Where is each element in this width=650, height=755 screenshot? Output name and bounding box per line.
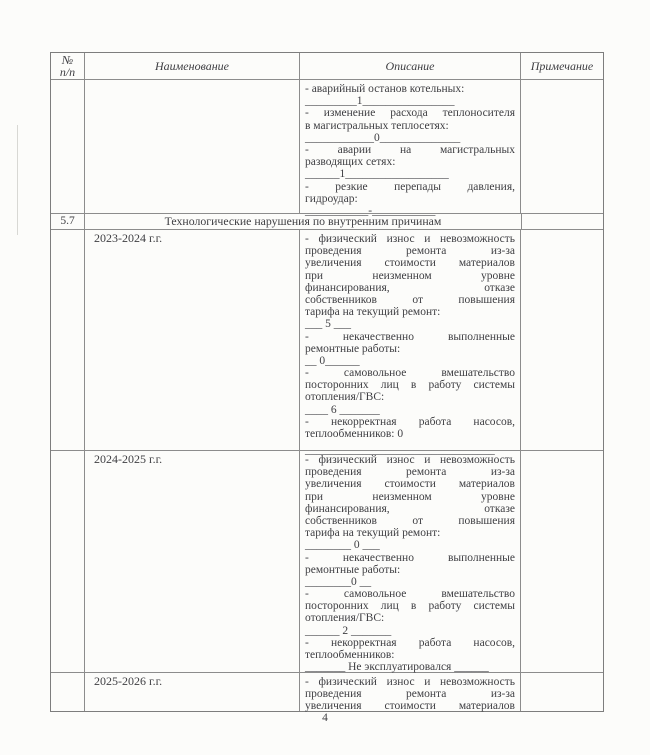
text-line: тарифа на текущий ремонт: (305, 527, 441, 540)
text-line: - самовольное вмешательство (305, 588, 515, 601)
header-cell-description (299, 53, 520, 79)
text-line: ______1__________________ (305, 168, 449, 181)
text-line: увеличения стоимости материалов (305, 700, 515, 713)
text-line: собственников от повышения (305, 293, 515, 306)
description-cell (299, 230, 520, 457)
page-number: 4 (322, 712, 328, 724)
header-cell-name (84, 53, 299, 79)
text-line: посторонних лиц в работу системы (305, 600, 515, 613)
num-cell-empty (51, 80, 84, 213)
text-line: ___________-___________ (305, 204, 436, 217)
description-cell (299, 451, 520, 672)
description-cell (299, 673, 520, 711)
text-line: увеличения стоимости материалов (305, 257, 515, 270)
header-cell-npp (51, 53, 84, 79)
num-cell-empty (51, 230, 84, 450)
note-cell-empty (521, 214, 603, 229)
note-cell-empty (520, 673, 603, 711)
text-line: теплообменников: 0 (305, 428, 404, 440)
num-cell-empty (51, 451, 84, 672)
text-line: тарифа на текущий ремонт: (305, 306, 441, 319)
period-label: 2023-2024 г.г. (84, 230, 299, 450)
header-cell-note (520, 53, 603, 79)
text-line: в магистральных теплосетях: (305, 119, 449, 132)
text-line: ____________0______________ (305, 131, 461, 144)
header-note-label: Примечание (530, 58, 594, 73)
text-line: - самовольное вмешательство (305, 367, 515, 380)
text-line: ________0 __ (305, 575, 372, 588)
table-row-2024-2025 (51, 450, 603, 672)
text-line: ______ 2 _______ (305, 624, 392, 637)
header-name-label: Наименование (154, 58, 229, 73)
text-line: посторонних лиц в работу системы (305, 379, 515, 392)
text-line: собственников от повышения (305, 514, 515, 527)
section-title: Технологические нарушения по внутренним причинам (84, 214, 521, 229)
text-line: финансирования, отказе (305, 281, 515, 294)
text-line: гидроудар: (305, 192, 358, 205)
text-line: - некачественно выполненные (305, 551, 515, 564)
description-cell (299, 80, 520, 217)
num-cell-empty (51, 673, 84, 711)
text-line: _________1________________ (305, 95, 455, 108)
text-line: _________________________________ (305, 444, 495, 457)
table-row-2023-2024 (51, 229, 603, 457)
scan-edge-artifact (17, 125, 18, 235)
period-label: 2024-2025 г.г. (84, 451, 299, 672)
text-line: - аварийный останов котельных: (305, 83, 465, 95)
text-line: __ 0______ (305, 354, 360, 367)
name-cell-empty (84, 80, 299, 213)
text-line: отопления/ГВС: (305, 612, 385, 625)
text-line: - аварии на магистральных (305, 143, 515, 156)
table-header-row (51, 53, 603, 79)
text-line: - изменение расхода теплоносителя (305, 107, 515, 120)
violations-table (50, 52, 604, 712)
text-line: при неизменном уровне (305, 269, 515, 282)
text-line: разводящих сетях: (305, 156, 396, 169)
text-line: ремонтные работы: (305, 563, 401, 576)
text-line: отопления/ГВС: (305, 391, 385, 404)
text-line: _______ Не эксплуатировался ______ (305, 661, 489, 674)
text-line: - физический износ и невозможность (305, 233, 515, 245)
header-description-label: Описание (385, 58, 435, 73)
text-line: проведения ремонта из-за (305, 466, 515, 479)
text-line: проведения ремонта из-за (305, 688, 515, 701)
text-line: - некачественно выполненные (305, 330, 515, 343)
note-cell-empty (520, 451, 603, 672)
note-cell-empty (520, 80, 603, 213)
header-npp-line2: п/п (59, 65, 76, 79)
note-cell-empty (520, 230, 603, 450)
period-label: 2025-2026 г.г. (84, 673, 299, 711)
text-line: ремонтные работы: (305, 342, 401, 355)
text-line: ____ 6 _______ (305, 403, 380, 416)
section-number: 5.7 (60, 215, 75, 227)
text-line: - резкие перепады давления, (305, 180, 515, 193)
table-row-continuation (51, 79, 603, 217)
text-line: финансирования, отказе (305, 502, 515, 515)
text-line: - некорректная работа насосов, (305, 415, 515, 428)
text-line: - некорректная работа насосов, (305, 636, 515, 649)
header-npp-line1: № (61, 52, 74, 67)
text-line: - физический износ и невозможность (305, 676, 515, 688)
text-line: теплообменников: (305, 649, 395, 661)
text-line: при неизменном уровне (305, 490, 515, 503)
text-line: ________ 0 ___ (305, 539, 380, 552)
text-line: проведения ремонта из-за (305, 245, 515, 258)
text-line: - физический износ и невозможность (305, 454, 515, 466)
text-line: ___ 5 ___ (305, 318, 351, 331)
text-line: увеличения стоимости материалов (305, 478, 515, 491)
table-row-section-5-7 (51, 213, 603, 229)
table-row-2025-2026 (51, 672, 603, 711)
